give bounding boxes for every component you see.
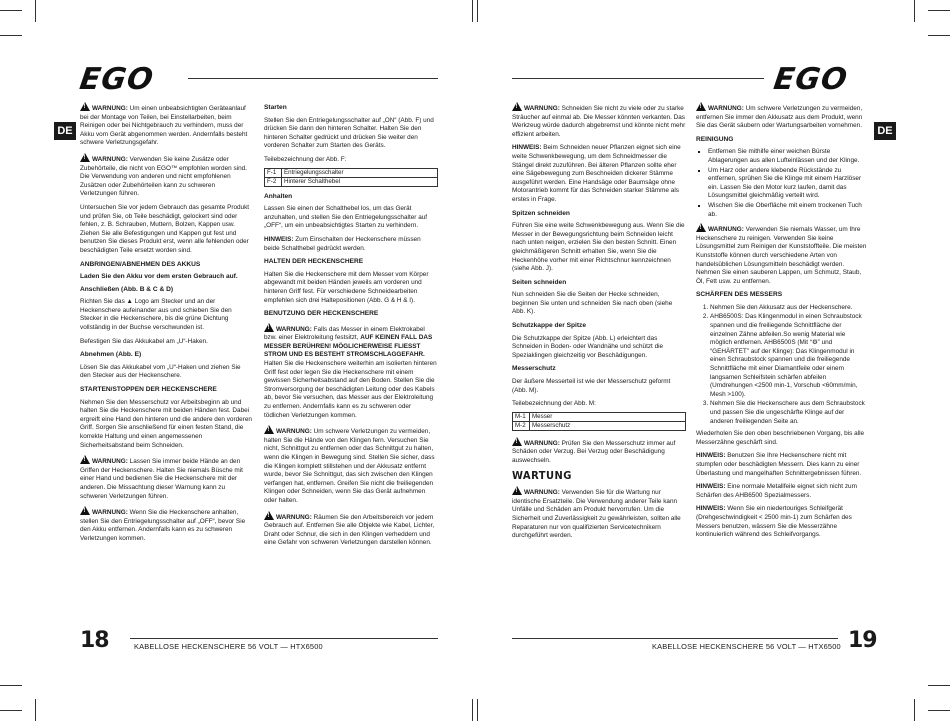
paragraph: Nun schneiden Sie die Seiten der Hecke schneiden, beginnen Sie unten und schneiden Sie nach oben (siehe Abb. K).: [512, 291, 673, 316]
paragraph: Teilebezeichnung der Abb. M:: [512, 400, 596, 408]
warning-icon: [80, 506, 90, 515]
warning-icon: [696, 102, 706, 111]
paragraph: Führen Sie eine weite Schwenkbewegung aus. Wenn Sie die Messer in der Bewegungsrichtung beim Schneiden leicht nach unten neigen, erzielen Sie den besten Schnitt. Einen gleichmäßigeren Schnitt erhalten Sie, wenn Sie die Heckenhöhe vorher mit einer Richtschnur kennzeichnen (siehe Abb. J).: [512, 222, 685, 273]
crop-mark: [0, 35, 22, 36]
warning-icon: [512, 102, 522, 111]
paragraph: Lösen Sie das Akkukabel vom „U“-Haken und ziehen Sie den Stecker aus der Heckenschere.: [80, 363, 241, 380]
subheading: Anhalten: [264, 192, 293, 200]
warning-block: !WARNUNG: Verwenden Sie niemals Wasser, um Ihre Heckenschere zu reinigen. Verwenden Sie keine Lösungsmittel zum Reinigen der Kunststoffteile. Die meisten Kunststoffe können durch verschiedene Arten von handelsüblichen Lösungsmitteln beschädigt werden. Nehmen Sie einen sauberen Lappen, um Schmutz, Staub, Öl, Fett usw. zu entfernen.: [696, 223, 868, 286]
crop-mark: [914, 0, 915, 22]
brand-logo-right: EGO: [771, 62, 851, 97]
column-3: [512, 102, 686, 546]
crop-mark: [914, 699, 915, 721]
note-block: HINWEIS: Benutzen Sie Ihre Heckenschere nicht mit stumpfen oder beschädigten Messern. Dies kann zu einer Überlastung und mangelhaften Schnittergebnissen führen.: [696, 452, 862, 477]
warning-icon: [264, 425, 274, 434]
parts-table-m: [512, 412, 686, 431]
paragraph: Untersuchen Sie vor jedem Gebrauch das gesamte Produkt und prüfen Sie, ob Teile beschädigt, gelockert sind oder fehlen, z. B. Schrauben, Muttern, Bolzen, Kappen usw. Ziehen Sie alle Befestigungen und Kappen gut fest und benutzen Sie dieses Produkt erst, wenn alle fehlenden oder beschädigten Teile ersetzt worden sind.: [80, 203, 250, 254]
subheading: Messerschutz: [512, 365, 556, 373]
crop-mark: [472, 0, 473, 22]
paragraph: Der äußere Messerteil ist wie der Messerschutz geformt (Abb. M).: [512, 378, 671, 394]
paragraph: Befestigen Sie das Akkukabel am „U“-Haken.: [80, 337, 208, 345]
warning-icon: [696, 223, 706, 232]
warning-block: !WARNUNG: Wenn Sie die Heckenschere anhalten, stellen Sie den Entriegelungsschalter auf „OFF“, bevor Sie den Akku entfernen. Andernfalls kann es zu schweren Verletzungen kommen.: [80, 506, 252, 543]
chapter-heading: WARTUNG: [512, 468, 572, 482]
crop-mark: [0, 710, 22, 711]
section-heading: ANBRINGEN/ABNEHMEN DES AKKUS: [80, 260, 201, 268]
list-item: ▪ Um Harz oder andere klebende Rückstände zu entfernen, sprühen Sie die Klinge mit einem Harzlöser ein. Lassen Sie den Motor kurz laufen, damit das Lösungsmittel gleichmäßig verteilt wird.: [708, 167, 868, 201]
warning-block: !WARNUNG: Prüfen Sie den Messerschutz immer auf Schäden oder Verzug. Bei Verzug oder Beschädigung auswechseln.: [512, 437, 686, 466]
section-heading: BENUTZUNG DER HECKENSCHERE: [264, 310, 379, 318]
warning-block: !WARNUNG: Räumen Sie den Arbeitsbereich vor jedem Gebrauch auf. Entfernen Sie alle Objekte wie Kabel, Lichter, Draht oder Schnur, die sich in den Klingen verheddern und eine Gefahr von schweren Verletzungen darstellen können.: [264, 511, 438, 548]
section-heading: HALTEN DER HECKENSCHERE: [264, 258, 364, 266]
page-number-left: 18: [80, 628, 109, 653]
paragraph: Lassen Sie einen der Schalthebel los, um das Gerät anzuhalten, und stellen Sie den Entriegelungsschalter auf „OFF“, um ein unbeabsichtigtes Starten zu verhindern.: [264, 205, 428, 230]
warning-block: !WARNUNG: Um schwere Verletzungen zu vermeiden, halten Sie die Hände von den Klingen fern. Versuchen Sie nicht, Schnittgut zu entfernen oder das Schnittgut zu halten, wenn die Klingen in Bewegung sind. Stellen Sie sicher, dass die Klingen komplett stillstehen und der Akkusatz entfernt wurde, bevor Sie Schnittgut, das sich zwischen den Klingen verfangen hat, entfernen. Greifen Sie nicht die freiliegenden Klingen oder Schneiden, wenn Sie das Gerät aufnehmen oder halten.: [264, 425, 438, 505]
crop-mark: [928, 10, 950, 11]
crop-mark: [35, 0, 36, 22]
warning-block: !WARNUNG: Lassen Sie immer beide Hände an den Griffen der Heckenschere. Halten Sie niemals Büsche mit einer Hand und bedienen Sie die Heckenschere mit der anderen. Die Missachtung dieser Warnung kann zu schweren Verletzungen führen.: [80, 455, 252, 501]
column-4: [696, 102, 868, 545]
subheading: Spitzen schneiden: [512, 209, 570, 217]
note-block: HINWEIS: Eine normale Metallfeile eignet sich nicht zum Schärfen des AHB6500 Spezialmessers.: [696, 483, 857, 499]
list-item: ▪ Wischen Sie die Oberfläche mit einem trockenen Tuch ab.: [708, 202, 868, 219]
list-item: 2. AHB6500S: Das Klingenmodul in einen Schraubstock spannen und die freiliegende Schnittfläche der einzelnen Zähne abfeilen.So wenig Material wie möglich entfernen. AHB6500S (Mit “⚙” und “GEHÄRTET” auf der Klinge): Das Klingenmodul in einen Schraubstock spannen und die freiliegende Schnittfläche mit einer Diamantfeile oder einem langsamen Schleifstein schärfen abfeilen (Umdrehungen <2500 min-1, Vorschub <60mm/min, Mesh >100).: [710, 313, 868, 399]
paragraph: Wiederholen Sie den oben beschriebenen Vorgang, bis alle Messerzähne geschärft sind.: [696, 430, 865, 446]
note-block: HINWEIS: Wenn Sie ein niedertouriges Schleifgerät (Drehgeschwindigkeit < 2500 min-1) zum Schärfen des Messers benutzen, wässern Sie die Messerzähne kontinuierlich während des Schleifvorgangs.: [696, 505, 852, 539]
table-row: M-1 Messer: [513, 412, 686, 421]
table-row: M-2 Messerschutz: [513, 421, 686, 430]
paragraph: Die Schutzkappe der Spitze (Abb. L) erleichtert das Schneiden in Boden- oder Wandnähe und schützt die Speziaklingen gleichzeitig vor Beschädigungen.: [512, 334, 664, 359]
list-item: 3. Nehmen Sie die Heckenschere aus dem Schraubstock und passen Sie die ungeschärfte Klinge auf der anderen freiliegenden Seite an.: [710, 400, 868, 426]
warning-icon: [80, 153, 90, 162]
note-block: HINWEIS: Zum Einschalten der Heckenschere müssen beide Schalthebel gedrückt werden.: [264, 235, 421, 252]
warning-icon: [264, 323, 274, 332]
subheading: Anschließen (Abb. B & C & D): [80, 285, 174, 293]
cleaning-list: [696, 148, 868, 219]
footer-title-left: KABELLOSE HECKENSCHERE 56 VOLT — HTX6500: [134, 642, 323, 651]
language-tab-left: DE: [54, 122, 76, 140]
crop-mark: [35, 699, 36, 721]
crop-mark: [928, 685, 950, 686]
parts-table-f: [264, 168, 438, 187]
page-number-right: 19: [848, 628, 877, 653]
warning-block: !WARNUNG: Falls das Messer in einem Elektrokabel bzw. einer Elektroleitung festsitzt, AUF KEINEN FALL DAS MESSER BERÜHREN! MÖGLICHERWEISE FLIESST STROM UND ES BESTEHT STROMSCHLAGGEFAHR. Halten Sie die Heckenschere weiterhin am isolierten hinteren Griff fest oder legen Sie die Heckenschere mit einem gewissen Sicherheitsabstand auf den Boden. Stellen Sie die Stromversorgung der beschädigten Leitung oder des Kabels ab, bevor Sie versuchen, das Messer aus der Elektroleitung zu entfernen. Andernfalls kann es zu schweren oder tödlichen Verletzungen kommen.: [264, 323, 438, 421]
warning-block: !WARNUNG: Um einen unbeabsichtigten Geräteanlauf bei der Montage von Teilen, bei Einstellarbeiten, beim Reinigen oder bei Nichtgebrauch zu verhindern, muss der Akku vom Gerät abgenommen werden. Andernfalls besteht schwere Verletzungsgefahr.: [80, 102, 252, 148]
table-row: F-1 Entriegelungsschalter: [265, 168, 438, 177]
section-heading: Laden Sie den Akku vor dem ersten Gebrauch auf.: [80, 273, 238, 281]
header-rule-left: [188, 78, 438, 79]
warning-icon: [512, 486, 522, 495]
section-heading: REINIGUNG: [696, 135, 734, 143]
language-tab-right: DE: [874, 122, 896, 140]
section-heading: SCHÄRFEN DES MESSERS: [696, 291, 783, 299]
subheading: Starten: [264, 104, 287, 111]
crop-mark: [477, 0, 478, 22]
warning-icon: [264, 511, 274, 520]
warning-block: !WARNUNG: Schneiden Sie nicht zu viele oder zu starke Sträucher auf einmal ab. Die Messer könnten verkanten. Das Werkzeug würde dadurch abgebremst und könnte nicht mehr effizient arbeiten.: [512, 102, 686, 139]
note-block: HINWEIS: Beim Schneiden neuer Pflanzen eignet sich eine weite Schwenkbewegung, um dem Schneidmesser die Stängel direkt zuzuführen. Bei älteren Pflanzen sollte eher eine Sägebewegung zum Beschneiden dickerer Stämme ausgeführt werden. Eine Handsäge oder Baumsäge ohne Motorantrieb kommt für das Schneiden starker Stämme als erstes in Frage.: [512, 144, 681, 203]
warning-block: !WARNUNG: Verwenden Sie keine Zusätze oder Zubehörteile, die nicht von EGO™ empfohlen worden sind. Die Verwendung von anderen und nicht empfohlenen Zusätzen oder Zubehörteilen kann zu schweren Verletzungen führen.: [80, 153, 252, 199]
header-rule-right: [512, 78, 764, 79]
crop-mark: [477, 699, 478, 721]
crop-mark: [0, 10, 22, 11]
subheading: Abnehmen (Abb. E): [80, 351, 142, 359]
sharpening-steps: [696, 304, 868, 426]
column-1: [80, 102, 252, 549]
crop-mark: [472, 699, 473, 721]
paragraph: Teilebezeichnung der Abb. F:: [264, 155, 347, 163]
column-2: [264, 102, 438, 553]
paragraph: Halten Sie die Heckenschere mit dem Messer vom Körper abgewandt mit beiden Händen jeweils am vorderen und hinteren Griff fest. Für verschiedene Schneidearbeiten empfehlen sich drei Haltepositionen (Abb. G & H & I).: [264, 270, 429, 304]
warning-icon: [512, 437, 522, 446]
list-item: 1. Nehmen Sie den Akkusatz aus der Heckenschere.: [710, 304, 868, 313]
footer-rule-right: [512, 638, 838, 639]
table-row: F-2 Hinterer Schalthebel: [265, 177, 438, 186]
warning-icon: [80, 102, 90, 111]
footer-rule-left: [130, 638, 438, 639]
subheading: Schutzkappe der Spitze: [512, 322, 587, 330]
warning-block: !WARNUNG: Verwenden Sie für die Wartung nur identische Ersatzteile. Die Verwendung anderer Teile kann Unfälle und Schäden am Produkt hervorrufen. Um die Sicherheit und Zuverlässigkeit zu gewährleisten, sollten alle Reparaturen nur von qualifizierten Servicetechnikern durchgeführt werden.: [512, 486, 686, 541]
paragraph: Richten Sie das ▲ Logo am Stecker und an der Heckenschere aufeinander aus und schieben Sie den Stecker in die Heckenschere, bis die grüne Dichtung vollständig in der Buchse verschwunden ist.: [80, 298, 232, 332]
brand-logo-left: EGO: [77, 62, 157, 97]
subheading: Seiten schneiden: [512, 278, 567, 286]
paragraph: Nehmen Sie den Messerschutz vor Arbeitsbeginn ab und halten Sie die Heckenschere mit beiden Händen fest. Dabei ergreift eine Hand den hinteren und die andere den vorderen Griff. Sorgen Sie anschließend für einen festen Stand, die korrekte Haltung und einen angemessenen Sicherheitsabstand beim Schneiden.: [80, 398, 252, 449]
crop-mark: [0, 685, 22, 686]
list-item: ▪ Entfernen Sie mithilfe einer weichen Bürste Ablagerungen aus allen Lufteinlässen und der Klinge.: [708, 148, 868, 165]
crop-mark: [928, 710, 950, 711]
warning-icon: [80, 455, 90, 464]
crop-mark: [928, 35, 950, 36]
footer-title-right: KABELLOSE HECKENSCHERE 56 VOLT — HTX6500: [652, 642, 841, 651]
section-heading: STARTEN/STOPPEN DER HECKENSCHERE: [80, 386, 217, 394]
warning-block: !WARNUNG: Um schwere Verletzungen zu vermeiden, entfernen Sie immer den Akkusatz aus dem Produkt, wenn Sie das Gerät säubern oder Wartungsarbeiten vornehmen.: [696, 102, 868, 131]
paragraph: Stellen Sie den Entriegelungsschalter auf „ON“ (Abb. F) und drücken Sie dann den hinteren Schalter. Halten Sie den hinteren Schalter gedrückt und drücken Sie weiter den vorderen Schalter zum Starten des Geräts.: [264, 116, 434, 150]
